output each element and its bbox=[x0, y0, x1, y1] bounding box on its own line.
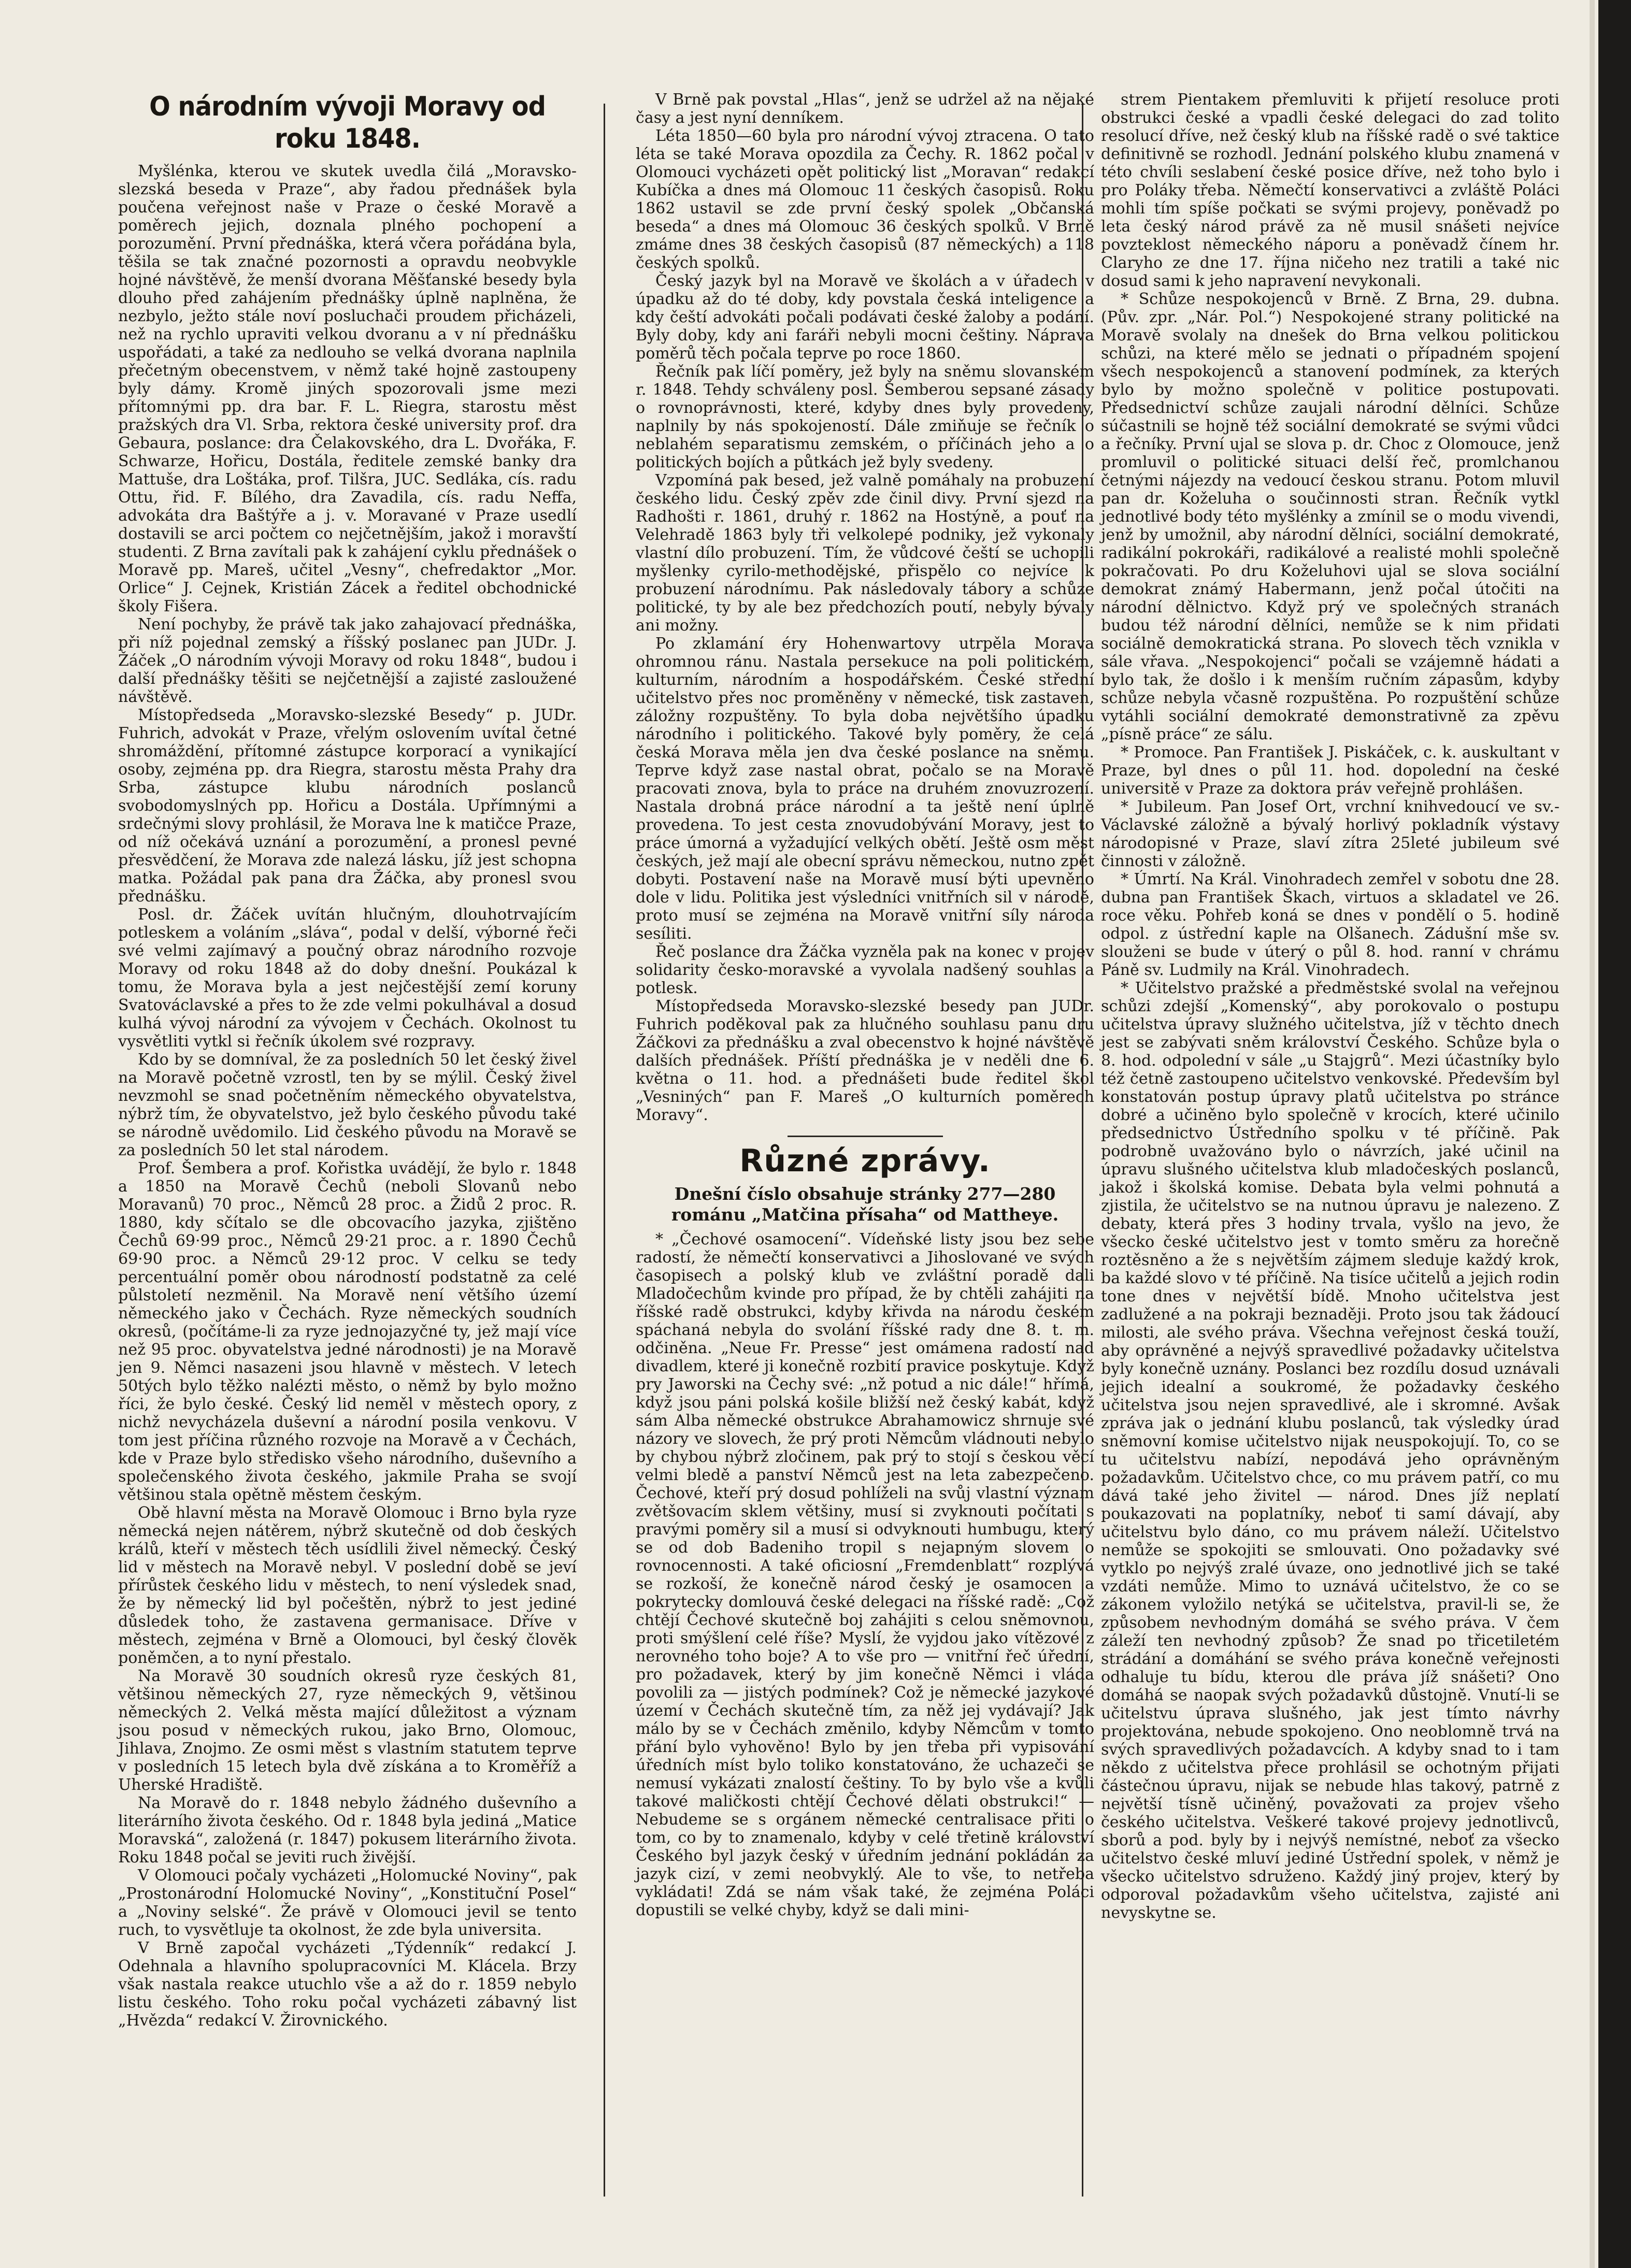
paragraph: Posl. dr. Žáček uvítán hlučným, dlouhotrvajícím potleskem a voláním „sláva“, podal v delší, výborné řeči své velmi zajímavý a poučný obraz národního rozvoje Moravy od roku 1848 až do doby dnešní. Poukázal k tomu, že Morava byla a jest nejčestější zemí koruny Svatováclavské a přes to že zde velmi pokulhával a dosud kulhá vývoj národní za vývojem v Čechách. Okolnost tu vysvětliti vytkl si řečník úkolem své rozpravy. bbox=[118, 906, 577, 1051]
news-item: * Promoce. Pan František J. Piskáček, c. k. auskultant v Praze, byl dnes o půl 11. hod. dopolední na české universitě v Praze za doktora práv veřejně prohlášen. bbox=[1101, 743, 1560, 798]
article-body-col1 bbox=[118, 162, 577, 2030]
paragraph: V Brně pak povstal „Hlas“, jenž se udržel až na nějaké časy a jest nyní denníkem. bbox=[636, 91, 1094, 127]
paragraph: Vzpomíná pak besed, jež valně pomáhaly na probuzení českého lidu. Český zpěv zde činil divy. První sjezd na Radhošti r. 1861, druhý r. 1862 na Hostýně, a pouť na Velehradě 1863 byly tři velkolepé podniky, jež vykonaly vlastní dílo probuzení. Tím, že vůdcové čeští se uchopili myšlenky cyrilo-methodějské, přispělo co nejvíce k probuzení národnímu. Pak následovaly tábory a schůze politické, ty by ale bez předchozích poutí, nebyly bývaly ani možny. bbox=[636, 471, 1094, 635]
paragraph: Na Moravě do r. 1848 nebylo žádného duševního a literárního života českého. Od r. 1848 byla jediná „Matice Moravská“, založená (r. 1847) pokusem literárního života. Roku 1848 počal se jeviti ruch živější. bbox=[118, 1794, 577, 1867]
paragraph: Prof. Šembera a prof. Kořistka uvádějí, že bylo r. 1848 a 1850 na Moravě Čechů (neboli Slovanů nebo Moravanů) 70 proc., Němců 28 proc. a Židů 2 proc. R. 1880, kdy sčítalo se dle obcovacího jazyka, zjištěno Čechů 69·99 proc., Němců 29·21 proc. a r. 1890 Čechů 69·90 proc. a Němců 29·12 proc. V celku se tedy percentuální poměr obou národností podstatně za celé půlstoletí nezměnil. Na Moravě není většího území německého jako v Čechách. Ryze německých soudních okresů, (počítáme-li za ryze jednojazyčné ty, jež mají více než 95 proc. obyvatelstva jedné národnosti) je na Moravě jen 9. Němci nasazeni jsou hlavně v městech. V letech 50tých bylo těžko nalézti město, o němž by bylo možno říci, že bylo české. Český lid neměl v městech opory, z nichž nevycházela duševní a národní posila venkovu. V tom jest příčina různého rozvoje na Moravě a v Čechách, kde v Praze bylo středisko všeho národního, duševního a společenského života českého, jakmile Praha se svojí většinou stala opětně městem českým. bbox=[118, 1159, 577, 1504]
paragraph: Kdo by se domníval, že za posledních 50 let český živel na Moravě početně vzrostl, ten by se mýlil. Český živel nevzmohl se snad početněním německého obyvatelstva, nýbrž tím, že obyvatelstvo, jež bylo českého původu také se národně uvědomilo. Lid českého původu na Moravě se za posledních 50 let stal národem. bbox=[118, 1051, 577, 1159]
paragraph: V Brně započal vycházeti „Týdenník“ redakcí J. Odehnala a hlavního spolupracovníci M. Klácela. Brzy však nastala reakce utuchlo vše a až do r. 1859 nebylo listu českého. Toho roku počal vycházeti zábavný list „Hvězda“ redakcí V. Žirovnického. bbox=[118, 1939, 577, 2030]
page-edge-shadow bbox=[1598, 0, 1631, 2268]
article-headline: O národním vývoji Moravy od roku 1848. bbox=[149, 91, 546, 154]
paragraph: Český jazyk byl na Moravě ve školách a v úřadech v úpadku až do té doby, kdy povstala česká inteligence a kdy čeští advokáti počali podávati české žaloby a podání. Byly doby, kdy ani faráři nebyli mocni češtiny. Náprava poměrů těch počala teprve po roce 1860. bbox=[636, 272, 1094, 363]
section-heading: Různé zprávy. bbox=[739, 1143, 991, 1179]
section-subheading: Dnešní číslo obsahuje stránky 277—280 románu „Matčina přísaha“ od Mattheye. bbox=[671, 1184, 1059, 1225]
paragraph: Řečník pak líčí poměry, jež byly na sněmu slovanském r. 1848. Tehdy schváleny posl. Šemberou sepsané zásady o rovnoprávnosti, které, kdyby dnes byly provedeny, naplnily by nás spokojeností. Dále zmiňuje se řečník o neblahém separatismu zemském, o příčinách jeho a o politických bojích a půtkách jež byly svedeny. bbox=[636, 363, 1094, 471]
paragraph: Řeč poslance dra Žáčka vyzněla pak na konec v projev solidarity česko-moravské a vyvolala nadšený souhlas a potlesk. bbox=[636, 943, 1094, 997]
column-3 bbox=[1101, 91, 1560, 1922]
article-body-col2 bbox=[636, 91, 1094, 1124]
news-item: * „Čechové osamocení“. Vídeňské listy jsou bez sebe radostí, že němečtí konservativci a Jihoslované ve svých časopisech a polský klub ve zvláštní poradě dali Mladočechům kvinde pro případ, že by chtěli zahájiti na říšské radě obstrukci, kdyby křivda na národu českém spáchaná nebyla do svolání říšské rady dne 8. t. m. odčiněna. „Neue Fr. Presse“ jest omámena radostí nad divadlem, které ji konečně rozbití pravice poskytuje. Když pry Jaworski na Čechy své: „nž potud a nic dále!“ hřímá, když jsou páni polská košile bližší než český kabát, když sám Alba německé obstrukce Abrahamowicz shrnuje své názory ve slovech, že prý proti Němcům vládnouti nebylo by chybou nýbrž zločinem, pak prý to stojí s českou věcí velmi bledě a panství Němců jest na leta zabezpečeno. Čechové, kteří prý dosud pohlíželi na svůj vlastní význam zvětšovacím sklem většiny, musí si zvyknouti počítati s pravými poměry sil a musí si odvyknouti humbugu, který se od dob Badeniho tropil s nejapným slovem o rovnocennosti. A také oficiosní „Fremdenblatt“ rozplývá se rozkoší, že konečně národ český je osamocen a pokrytecky domlouvá české delegaci na říšské radě: „Což chtějí Čechové skutečně boj zahájiti s celou sněmovnou, proti smýšlení celé říše? Myslí, že vyjdou jako vítězové z nerovného toho boje? A to vše pro — vnitřní řeč úřední, pro požadavek, který by jim konečně Němci i vláda povolili za — jistých podmínek? Což je německé jazykové území v Čechách skutečně tím, za něž jej vydávají? Jak málo by se v Čechách změnilo, kdyby Němcům v tomto přání bylo vyhověno! Bylo by jen třeba při vypisování úředních míst bylo toliko konstatováno, že uchazeči se nemusí vykázati znalostí češtiny. To by bylo vše a kvůli takové maličkosti chtějí Čechové dělati obstrukci!“ — Nebudeme se s orgánem německé centralisace přiti o tom, co by to znamenalo, kdyby v celé třetině království Českého byl jazyk český v úředním jednání pokládán za jazyk cizí, v zemi neobvyklý. Ale to vše, to netřeba vykládati! Zdá se nám však také, že zejména Poláci dopustili se velké chyby, když se dali mini- bbox=[636, 1230, 1094, 1919]
column-rule bbox=[604, 104, 605, 2197]
paragraph: Není pochyby, že právě tak jako zahajovací přednáška, při níž pojednal zemský a říšský poslanec pan JUDr. J. Žáček „O národním vývoji Moravy od roku 1848“, budou i další přednášky těšiti se nejčetnější a zajisté zasloužené návštěvě. bbox=[118, 615, 577, 706]
paragraph: Po zklamání éry Hohenwartovy utrpěla Morava ohromnou ránu. Nastala persekuce na poli politickém, kulturním, národním a hospodářském. České střední učitelstvo přes noc proměněny v německé, tisk zastaven, záložny rozpuštěny. To byla doba největšího úpadku národního i politického. Takové byly poměry, že celá česká Morava měla jen dva české poslance na sněmu. Teprve když zase nastal obrat, počalo se na Moravě pracovati znova, byla to práce na druhém znovuzrození. Nastala drobná práce národní a ta ještě není úplně provedena. To jest cesta znovudobývání Moravy, jest to práce úmorná a vyžadující velkých obětí. Ještě osm měst českých, jež mají ale obecní správu německou, nutno zpět dobyti. Postavení naše na Moravě musí býti upevněno dole v lidu. Politika jest výsledníci vnitřních sil v národě, proto musí se zejména na Moravě vnitřní síly národa sesíliti. bbox=[636, 635, 1094, 943]
column-2 bbox=[636, 91, 1094, 1919]
column-1 bbox=[118, 91, 577, 2030]
page-margin-line bbox=[1590, 0, 1595, 2268]
paragraph: Místopředseda Moravsko-slezské besedy pan JUDr. Fuhrich poděkoval pak za hlučného souhlasu panu dru Žáčkovi za přednášku a zval obecenstvo k hojné návštěvě dalších přednášek. Příští přednáška je v neděli dne 6. května o 11. hod. a přednášeti bude ředitel škol „Vesniných“ pan F. Mareš „O kulturních poměrech Moravy“. bbox=[636, 997, 1094, 1124]
news-item: strem Pientakem přemluviti k přijetí resoluce proti obstrukci české a vpadli české delegaci do zad tolito resolucí dříve, než český klub na říšské radě o své taktice definitivně se rozhodl. Jednání polského klubu znamená v této chvíli seslabení české posice dříve, než toho bylo i pro Poláky třeba. Němečtí konservativci a zvláště Poláci mohli tím spíše počkati se svými projevy, poněvadž po leta český národ právě za ně musil snášeti nejvíce povzteklost německého náporu a poněvadž čínem hr. Claryho ze dne 17. října ničeho nez tratili a také nic dosud sami k jeho napravení nevykonali. bbox=[1101, 91, 1560, 290]
section-divider bbox=[788, 1136, 943, 1137]
news-item: * Jubileum. Pan Josef Ort, vrchní knihvedoucí ve sv.-Václavské záložně a bývalý horlivý pokladník výstavy národopisné v Praze, slaví zítra 25leté jubileum své činnosti v záložně. bbox=[1101, 798, 1560, 870]
paragraph: V Olomouci počaly vycházeti „Holomucké Noviny“, pak „Prostonárodní Holomucké Noviny“, „Konstituční Posel“ a „Noviny selské“. Že právě v Olomouci jevil se tento ruch, to vysvětluje ta okolnost, že zde byla universita. bbox=[118, 1867, 577, 1939]
news-body-col2 bbox=[636, 1230, 1094, 1919]
paragraph: Místopředseda „Moravsko-slezské Besedy“ p. JUDr. Fuhrich, advokát v Praze, vřelým oslovením uvítal četné shromáždění, přítomné zástupce korporací a vynikající osoby, zejména pp. dra Riegra, starostu města Prahy dra Srba, zástupce klubu národních poslanců svobodomyslných pp. Hořicu a Dostála. Upřímnými a srdečnými slovy prohlásil, že Morava lne k matičce Praze, od níž očekává uznání a porozumění, a pronesl pevné přesvědčení, že Morava zde nalezá lásku, jíž jest schopna matka. Požádal pak pana dra Žáčka, aby pronesl svou přednášku. bbox=[118, 706, 577, 906]
news-item: * Učitelstvo pražské a předměstské svolal na veřejnou schůzi zdejší „Komenský“, aby porokovalo o postupu učitelstva úpravy služného učitelstva, jíž v těchto dnech jest se zabývati sněm království Českého. Schůze byla o 8. hod. odpolední v sále „u Stajgrů“. Mezi účastníky bylo též četně zastoupeno učitelstvo venkovské. Především byl konstatován postup úpravy platů učitelstva po stránce dobré a učiněno bylo společně v krocích, které učinilo předsednictvo Ústředního spolku v té příčině. Pak podrobně uvažováno bylo o návrzích, jaké učinil na úpravu slušného učitelstva klub mladočeských poslanců, jakož i školská komise. Debata byla velmi pohnutá a zjistila, že učitelstvo se na nutnou úpravu je nalezeno. Z debaty, která přes 3 hodiny trvala, vyšlo na jevo, že všecko české učitelstvo jest v tomto směru za horečně roztěsněno a že s největším zájmem sleduje každý krok, ba každé slovo v té příčině. Na tisíce učitelů a jejich rodin tone dnes v největší bídě. Mnoho učitelstva jest zadlužené a na pokraji beznaději. Proto jsou tak žádoucí milosti, ale svého práva. Všechna veřejnost česká touží, aby oprávněné a nejvýš spravedlivé požadavky učitelstva byly konečně uznány. Poslanci bez rozdílu dosud uznávali jejich idealní a soukromé, že požadavky českého učitelstva jsou nejen spravedlivé, ale i skromné. Avšak zpráva jak o jednání klubu poslanců, tak výsledky úrad sněmovní komise učitelstvo nijak neuspokojují. To, co se tu učitelstvu nabízí, nepodává jeho oprávněným požadavkům. Učitelstvo chce, co mu právem patří, co mu dává také jeho živitel — národ. Dnes jíž neplatí poukazovati na poplatníky, neboť ti samí dávají, aby učitelstvu bylo dáno, co mu právem náleží. Učitelstvo nemůže se spokojiti se smlouvati. Ono požadavky své vytklo po nejvýš zralé úvaze, ono jednotlivé jich se také vzdáti nemůže. Mimo to uznává učitelstvo, že co se zákonem vyložilo netýká se učitelstva, pravil-li se, že způsobem nevhodným domáhá se svého práva. V čem záleží ten nevhodný způsob? Že snad po třicetiletém strádání a domáhání se svého práva konečně veřejnosti odhaluje tu bídu, kterou dle práva jíž snášeti? Ono domáhá se naopak svých požadavků důstojně. Vnutí-li se učitelstvu úprava slušného, jak jest tímto návrhy projektována, nebude spokojeno. Ono neoblomně trvá na svých spravedlivých požadavcích. A kdyby snad to i tam někdo z učitelstva přece prohlásil se ochotným přijati částečnou úpravu, nijak se nebude hlas takový, patrně z největší tísně učiněný, považovati za projev všeho českého učitelstva. Veškeré takové projevy jednotlivců, sborů a pod. byly by i nejvýš nemístné, neboť za všecko učitelstvo české mluví jediné Ústřední spolek, v němž je všecko učitelstvo sdruženo. Každý jiný projev, který by odporoval požadavkům všeho učitelstva, zajisté ani nevyskytne se. bbox=[1101, 979, 1560, 1922]
news-item: * Schůze nespokojenců v Brně. Z Brna, 29. dubna. (Pův. zpr. „Nár. Pol.“) Nespokojené strany politické na Moravě svolaly na dnešek do Brna velkou politickou schůzi, na které mělo se jednati o případném spojení všech nespokojenců a stanovení podmínek, za kterých bylo by možno společně v politice postupovati. Předsednictví schůze zaujali národní dělníci. Schůze súčastnili se hojně též sociální demokraté se svými vůdci a řečníky. První ujal se slova p. dr. Choc z Olomouce, jenž promluvil o politické situaci delší řeč, promlchanou četnými nájezdy na vedoucí českou stranu. Potom mluvil pan dr. Koželuha o součinnosti stran. Řečník vytkl jednotlivé body této myšlénky a zmínil se o modu vivendi, jenž by umožnil, aby národní dělníci, sociální demokraté, radikální pokrokáři, radikálové a realisté mohli společně pokračovati. Po dru Koželuhovi ujal se slova sociální demokrat známý Habermann, jenž počal útočiti na národní dělnictvo. Když prý ve společných stranách budou též národní dělníci, nemůže se k nim přidati sociálně demokratická strana. Po slovech těch vznikla v sále vřava. „Nespokojenci“ počali se vzájemně hádati a bylo tak, že došlo i k menším ručním zápasům, kdyby schůze nebyla včasně rozpuštěna. Po rozpuštění schůze vytáhli sociální demokraté demonstrativně za zpěvu „písně práce“ ze sálu. bbox=[1101, 290, 1560, 743]
paragraph: Léta 1850—60 byla pro národní vývoj ztracena. O tato léta se také Morava opozdila za Čechy. R. 1862 počal v Olomouci vycházeti opět politický list „Moravan“ redakcí Kubíčka a dnes má Olomouc 11 českých časopisů. Roku 1862 ustavil se zde první český spolek „Občanská beseda“ a dnes má Olomouc 36 českých spolků. V Brně zmáme dnes 38 českých časopisů (87 německých) a 118 českých spolků. bbox=[636, 127, 1094, 272]
news-body-col3 bbox=[1101, 91, 1560, 1922]
news-item: * Úmrtí. Na Král. Vinohradech zemřel v sobotu dne 28. dubna pan František Škach, virtuos a skladatel ve 26. roce věku. Pohřeb koná se dnes v pondělí o 5. hodině odpol. z ústřední kaple na Olšanech. Zádušní mše sv. slouženi se bude v úterý o půl 8. hod. ranní v chrámu Páně sv. Ludmily na Král. Vinohradech. bbox=[1101, 870, 1560, 979]
paragraph: Myšlénka, kterou ve skutek uvedla čilá „Moravsko-slezská beseda v Praze“, aby řadou přednášek byla poučena veřejnost naše v Praze o české Moravě a poměrech jejich, doznala plného pochopení a porozumění. První přednáška, která včera pořádána byla, těšila se tak značné pozornosti a opravdu neobvykle hojné návštěvě, že menší dvorana Měšťanské besedy byla dlouho před zahájením přednášky úplně naplněna, že nezbylo, ježto stále noví posluchači proudem přicházeli, než na rychlo upraviti velkou dvoranu a v ní přednášku uspořádati, a také za nedlouho se velká dvorana naplnila přečetným obecenstvem, v němž také hojně zastoupeny byly dámy. Kromě jiných spozorovali jsme mezi přítomnými pp. dra bar. F. L. Riegra, starostu měst pražských dra Vl. Srba, rektora české university prof. dra Gebaura, poslance: dra Čelakovského, dra L. Dvořáka, F. Schwarze, Hořicu, Dostála, ředitele zemské banky dra Mattuše, dra Loštáka, prof. Tilšra, JUC. Sedláka, cís. radu Ottu, řid. F. Bílého, dra Zavadila, cís. radu Neffa, advokáta dra Baštýře a j. v. Moravané v Praze usedlí dostavili se arci počtem co nejčetnějším, jakož i moravští studenti. Z Brna zavítali pak k zahájení cyklu přednášek o Moravě pp. Mareš, učitel „Vesny“, chefredaktor „Mor. Orlice“ J. Cejnek, Kristián Zácek a ředitel obchodnické školy Fišera. bbox=[118, 162, 577, 615]
paragraph: Obě hlavní města na Moravě Olomouc i Brno byla ryze německá nejen nátěrem, nýbrž skutečně od dob českých králů, kteří v městech těch usídlili živel německý. Český lid v městech na Moravě nebyl. V poslední době se jeví přírůstek českého lidu v městech, to není výsledek snad, že by německý lid byl počeštěn, nýbrž to jest jediné důsledek toho, že zastavena germanisace. Dříve v městech, zejména v Brně a Olomouci, byl český člověk poněmčen, a to nyní přestalo. bbox=[118, 1504, 577, 1667]
paragraph: Na Moravě 30 soudních okresů ryze českých 81, většinou německých 27, ryze německých 9, většinou německých 2. Velká města mající důležitost a význam jsou posud v německých rukou, jako Brno, Olomouc, Jihlava, Znojmo. Ze osmi měst s vlastním statutem teprve v posledních 15 letech byla dvě získána a to Kroměříž a Uherské Hradiště. bbox=[118, 1667, 577, 1794]
